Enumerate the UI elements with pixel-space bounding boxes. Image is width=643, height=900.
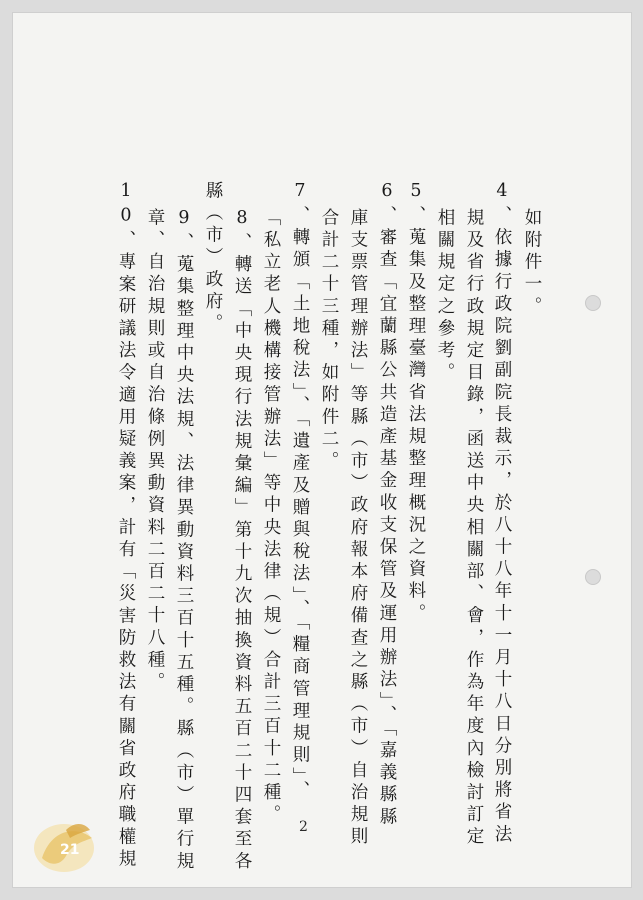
text-line: 8、轉送「中央現行法規彙編」第十九次抽換資料五百二十四套至各 — [232, 208, 252, 874]
text-line: 「私立老人機構接管辦法」等中央法律（規）合計三百十二種。 — [261, 208, 281, 827]
punch-hole — [585, 295, 601, 311]
text-line: 10、專案研議法令適用疑義案，計有「災害防救法有關省政府職權規 — [116, 181, 136, 872]
text-line: 7、轉頒「土地稅法」、「遺產及贈與稅法」、「糧商管理規則」、 — [290, 181, 310, 803]
text-line: 縣（市）政府。 — [203, 181, 223, 336]
text-line: 9、蒐集整理中央法規、法律異動資料三百十五種。縣（市）單行規 — [174, 208, 194, 874]
text-line: 如附件一。 — [522, 208, 542, 319]
text-line: 合計二十三種，如附件二。 — [319, 208, 339, 474]
text-line: 章、自治規則或自治條例異動資料二百二十八種。 — [145, 208, 165, 695]
svg-text:21: 21 — [60, 842, 80, 858]
text-line: 6、審查「宜蘭縣公共造產基金收支保管及運用辦法」、「嘉義縣縣 — [377, 181, 397, 829]
page-number: 2 — [299, 819, 308, 835]
archive-logo-icon — [22, 808, 102, 878]
text-line: 4、依據行政院劉副院長裁示，於八十八年十一月十八日分別將省法 — [492, 181, 512, 847]
text-line: 庫支票管理辦法」等縣（市）政府報本府備查之縣（市）自治規則 — [348, 208, 368, 849]
text-line: 相關規定之參考。 — [435, 208, 455, 385]
text-line: 規及省行政規定目錄，函送中央相關部、會，作為年度內檢討訂定 — [464, 208, 484, 849]
document-page — [12, 12, 632, 888]
punch-hole — [585, 569, 601, 585]
text-line: 5、蒐集及整理臺灣省法規整理概況之資料。 — [406, 181, 426, 626]
